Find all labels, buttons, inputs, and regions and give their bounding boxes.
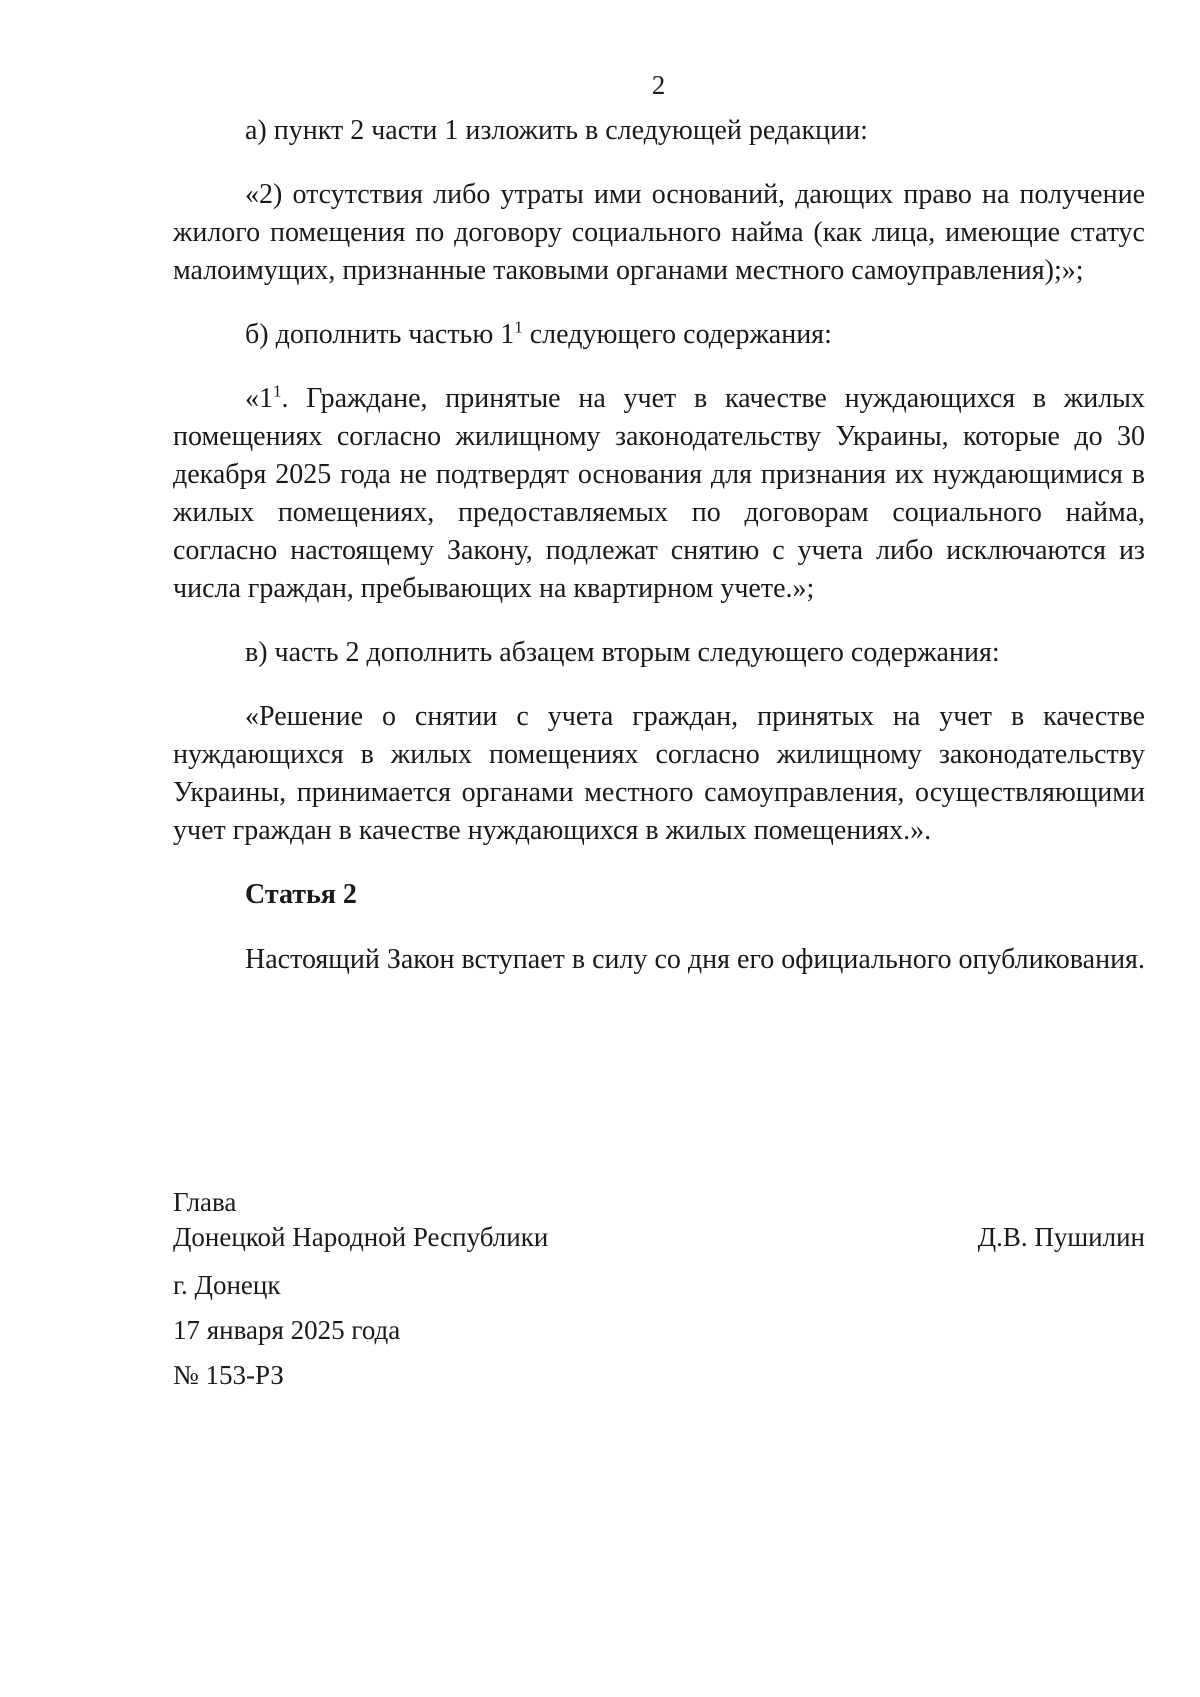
signatory-title-line1: Глава — [173, 1187, 237, 1217]
superscript: 1 — [273, 381, 282, 401]
signatory-name: Д.В. Пушилин — [977, 1222, 1145, 1252]
amendment-a-intro: а) пункт 2 части 1 изложить в следующей редакции: — [245, 115, 868, 146]
amendment-b-quote-text: . Граждане, принятые на учет в качестве нуждающихся в жилых помещениях согласно жилищному законодательству Украины, которые до 30 декабря 2025 года не подтвердят основания для признания их нуждающимися в жилых помещениях, предоставляемых по договорам социального найма, согласно настоящему Закону, подлежат снятию с учета либо исключаются из числа граждан, пребывающих на квартирном учете.»; — [173, 383, 1145, 604]
signature-date: 17 января 2025 года — [173, 1315, 401, 1345]
page-number: 2 — [651, 70, 666, 100]
article-heading: Статья 2 — [245, 879, 357, 910]
superscript: 1 — [514, 317, 523, 337]
amendment-c-intro: в) часть 2 дополнить абзацем вторым следующего содержания: — [245, 637, 1000, 668]
amendment-b-intro-text: б) дополнить частью 1 — [245, 319, 515, 350]
amendment-b-quote — [173, 380, 1145, 608]
amendment-b-quote-start: «1 — [245, 383, 273, 414]
signatory-row — [173, 1220, 1145, 1255]
signatory-title-line2: Донецкой Народной Республики — [173, 1222, 549, 1252]
amendment-b-intro — [173, 316, 1145, 354]
law-number: № 153-РЗ — [173, 1360, 284, 1390]
signature-city: г. Донецк — [173, 1270, 281, 1300]
amendment-c-quote: «Решение о снятии с учета граждан, принятых на учет в качестве нуждающихся в жилых помещениях согласно жилищному законодательству Украины, принимается органами местного самоуправления, осуществляющими учет граждан в качестве нуждающихся в жилых помещениях.». — [173, 701, 1145, 846]
document-body — [173, 112, 1145, 979]
amendment-a-quote: «2) отсутствия либо утраты ими оснований, дающих право на получение жилого помещения по договору социального найма (как лица, имеющие статус малоимущих, признанные таковыми органами местного самоуправления);»; — [173, 179, 1145, 286]
article-body: Настоящий Закон вступает в силу со дня его официального опубликования. — [245, 944, 1145, 975]
signature-block — [173, 1185, 1145, 1398]
amendment-b-intro-tail: следующего содержания: — [522, 319, 832, 350]
